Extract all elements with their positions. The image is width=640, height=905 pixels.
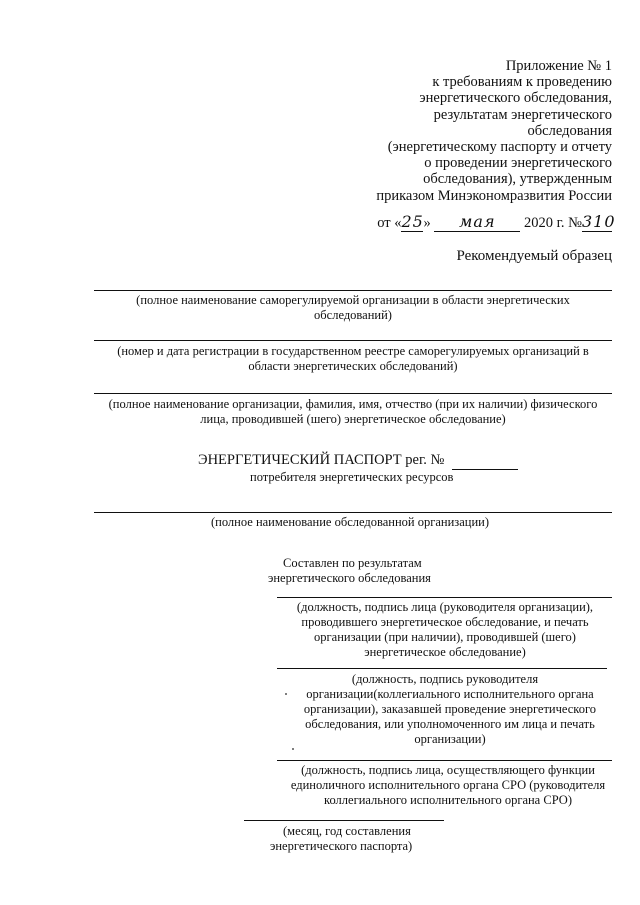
scan-speck bbox=[285, 693, 287, 695]
reg-number-blank bbox=[452, 452, 518, 470]
auditor-signature-caption: (должность, подпись лица (руководителя организации), проводившего энергетическое обследование, и печать организации (при наличии), проводившей (шего) энергетическое обследование) bbox=[296, 600, 594, 659]
customer-signature-caption-1: (должность, подпись руководителя bbox=[351, 672, 539, 686]
appendix-line: результатам энергетического bbox=[433, 106, 612, 123]
date-caption-2: энергетического паспорта) bbox=[270, 839, 413, 853]
appendix-line: обследования bbox=[527, 122, 612, 139]
appendix-line: (энергетическому паспорту и отчету bbox=[387, 139, 612, 156]
appendix-line: к требованиям к проведению bbox=[432, 74, 612, 91]
sro-name-line bbox=[94, 290, 612, 291]
order-date-line bbox=[377, 212, 616, 232]
appendix-line: приказом Минэкономразвития России bbox=[376, 187, 612, 204]
registration-caption: (номер и дата регистрации в государственном реестре саморегулируемых организаций в области энергетических обследований) bbox=[117, 344, 589, 373]
date-line bbox=[244, 820, 444, 821]
registration-line bbox=[94, 340, 612, 341]
order-month: мая bbox=[434, 212, 520, 232]
order-year: 2020 г. № bbox=[523, 215, 582, 231]
surveyed-org-line bbox=[94, 512, 612, 513]
order-mid: » bbox=[423, 215, 431, 231]
passport-subtitle: потребителя энергетических ресурсов bbox=[250, 470, 454, 484]
scan-speck bbox=[292, 748, 294, 750]
sro-signature-caption: (должность, подпись лица, осуществляющего функции единоличного исполнительного органа СРО (руководителя коллегиального исполнительного органа СРО) bbox=[290, 763, 606, 807]
order-prefix: от « bbox=[377, 215, 402, 231]
appendix-header bbox=[352, 58, 612, 204]
date-caption-1: (месяц, год составления bbox=[283, 824, 411, 838]
recommended-sample-label: Рекомендуемый образец bbox=[456, 248, 612, 264]
auditor-signature-line bbox=[277, 597, 612, 598]
compiled-line-1: Составлен по результатам bbox=[283, 556, 422, 570]
appendix-line: энергетического обследования, bbox=[419, 90, 612, 107]
passport-title-text: ЭНЕРГЕТИЧЕСКИЙ ПАСПОРТ рег. № bbox=[198, 452, 445, 468]
passport-title bbox=[198, 452, 518, 470]
auditor-caption: (полное наименование организации, фамилия, имя, отчество (при их наличии) физического лица, проводившей (шего) энергетическое обследование) bbox=[108, 397, 598, 426]
auditor-line bbox=[94, 393, 612, 394]
customer-signature-line bbox=[277, 668, 607, 669]
appendix-line: о проведении энергетического bbox=[424, 155, 612, 172]
sro-signature-line bbox=[277, 760, 612, 761]
customer-signature-caption-2: организации(коллегиального исполнительного органа организации), заказавшей проведение энергетического обследования, или уполномоченного им лица и печать организации) bbox=[303, 687, 597, 746]
compiled-line-2: энергетического обследования bbox=[268, 571, 431, 585]
order-number: 310 bbox=[582, 212, 616, 231]
surveyed-org-caption: (полное наименование обследованной организации) bbox=[211, 515, 489, 529]
order-day: 25 bbox=[401, 212, 424, 231]
sro-name-caption: (полное наименование саморегулируемой организации в области энергетических обследований) bbox=[136, 293, 570, 322]
appendix-line: обследования), утвержденным bbox=[423, 171, 612, 188]
appendix-line: Приложение № 1 bbox=[505, 58, 612, 74]
